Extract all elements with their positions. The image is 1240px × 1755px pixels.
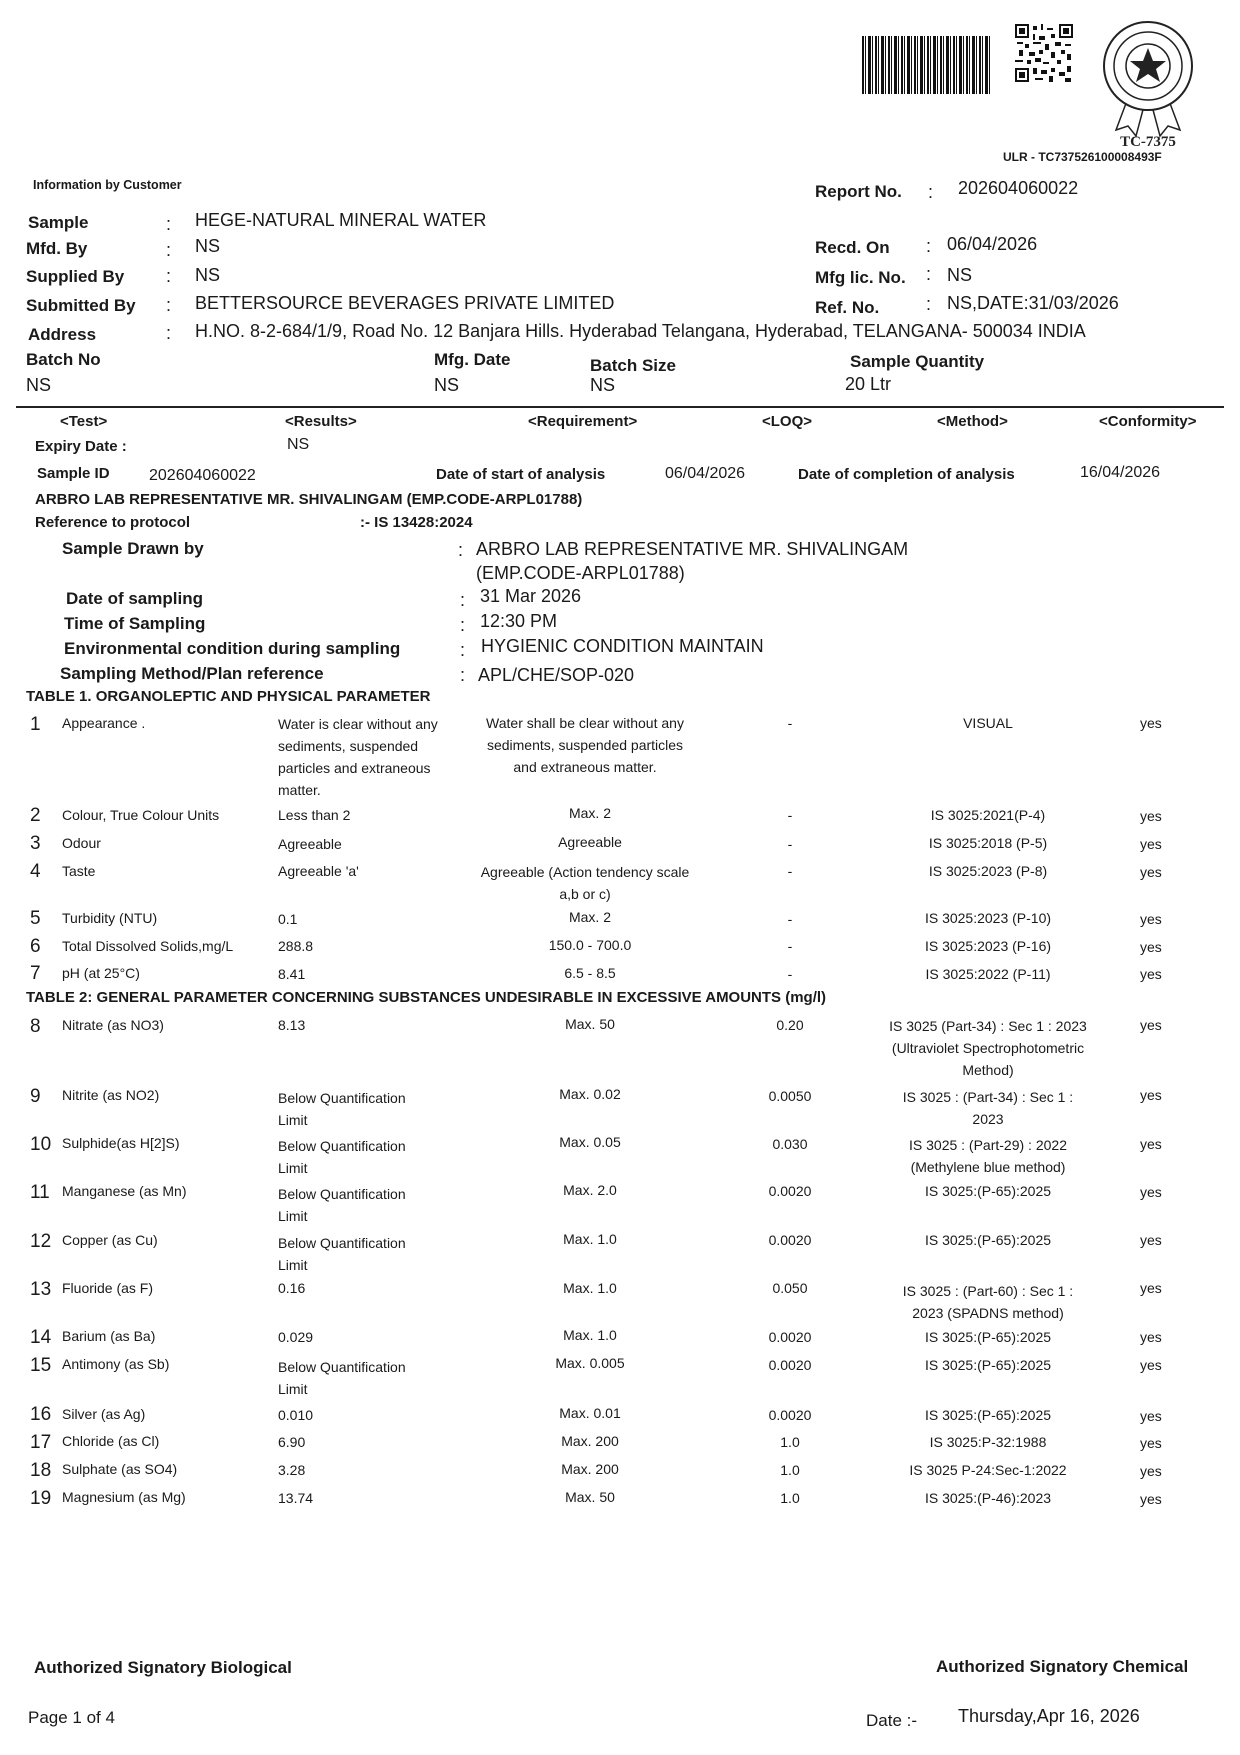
test-method: IS 3025:P-32:1988	[929, 1434, 1047, 1450]
test-result: Below Quantification Limit	[278, 1138, 406, 1176]
test-loq: 0.0050	[768, 1088, 812, 1104]
time-of-sampling-value: 12:30 PM	[480, 611, 558, 631]
test-name: Nitrate (as NO3)	[62, 1017, 164, 1033]
test-name: Nitrite (as NO2)	[62, 1087, 160, 1103]
test-requirement: Max. 1.0	[563, 1280, 617, 1296]
test-loq: 0.030	[772, 1136, 808, 1152]
analysis-start-label: Date of start of analysis	[436, 466, 606, 483]
test-result: Below Quantification Limit	[278, 1090, 406, 1128]
test-name: Barium (as Ba)	[62, 1328, 156, 1344]
column-header-requirement: <Requirement>	[528, 413, 638, 430]
date-of-sampling-label: Date of sampling	[66, 589, 203, 608]
recd-on-value: 06/04/2026	[947, 234, 1038, 254]
test-requirement: 150.0 - 700.0	[548, 937, 632, 953]
supplied-by-value: NS	[195, 265, 221, 285]
test-requirement: 6.5 - 8.5	[564, 965, 616, 981]
ref-no-label: Ref. No.	[815, 298, 880, 317]
colon: :	[926, 236, 932, 256]
row-number: 10	[30, 1134, 52, 1155]
test-name: Total Dissolved Solids,mg/L	[62, 938, 234, 954]
test-conformity: yes	[1140, 1087, 1162, 1103]
test-method: IS 3025:2023 (P-10)	[924, 910, 1052, 926]
column-header-loq: <LOQ>	[762, 413, 813, 430]
test-result: 0.1	[278, 911, 298, 927]
test-name: Fluoride (as F)	[62, 1280, 154, 1296]
test-result: Below Quantification Limit	[278, 1186, 406, 1224]
row-number: 2	[30, 805, 41, 826]
test-loq: 0.0020	[768, 1357, 812, 1373]
test-result: Below Quantification Limit	[278, 1359, 406, 1397]
test-loq: -	[787, 863, 793, 879]
colon: :	[460, 665, 466, 685]
row-number: 7	[30, 963, 41, 984]
test-requirement: Water shall be clear without any sediments, suspended particles and extraneous matter.	[486, 715, 684, 775]
header-divider	[16, 406, 1224, 408]
table2-title: TABLE 2: GENERAL PARAMETER CONCERNING SUBSTANCES UNDESIRABLE IN EXCESSIVE AMOUNTS (mg/l)	[26, 989, 827, 1006]
test-name: Taste	[62, 863, 96, 879]
test-name: Antimony (as Sb)	[62, 1356, 170, 1372]
test-conformity: yes	[1140, 1408, 1162, 1424]
test-name: Sulphide(as H[2]S)	[62, 1135, 180, 1151]
environmental-condition-value: HYGIENIC CONDITION MAINTAIN	[481, 636, 764, 656]
test-conformity: yes	[1140, 1463, 1162, 1479]
protocol-value: :- IS 13428:2024	[360, 514, 473, 531]
analysis-start-value: 06/04/2026	[665, 465, 746, 482]
expiry-date-value: NS	[287, 436, 310, 453]
test-loq: 0.0020	[768, 1407, 812, 1423]
test-conformity: yes	[1140, 911, 1162, 927]
test-result: Agreeable	[278, 836, 342, 852]
test-loq: -	[787, 836, 793, 852]
test-conformity: yes	[1140, 966, 1162, 982]
colon: :	[166, 266, 172, 286]
test-requirement: Max. 200	[561, 1433, 619, 1449]
test-method: IS 3025:(P-65):2025	[924, 1329, 1052, 1345]
mfg-lic-value: NS	[947, 265, 973, 285]
test-result: 8.13	[278, 1017, 306, 1033]
colon: :	[926, 294, 932, 314]
test-result: 0.010	[278, 1407, 314, 1423]
test-result: 3.28	[278, 1462, 306, 1478]
test-name: Sulphate (as SO4)	[62, 1461, 178, 1477]
mfg-date-value: NS	[434, 375, 460, 395]
supplied-by-label: Supplied By	[26, 267, 125, 286]
ulr-number: ULR - TC737526100008493F	[1003, 150, 1162, 164]
signatory-biological: Authorized Signatory Biological	[34, 1658, 292, 1677]
page-number: Page 1 of 4	[28, 1708, 115, 1727]
test-requirement: Max. 50	[565, 1489, 615, 1505]
row-number: 12	[30, 1231, 52, 1252]
test-requirement: Max. 0.005	[555, 1355, 625, 1371]
sample-drawn-by-label: Sample Drawn by	[62, 539, 204, 558]
colon: :	[928, 182, 934, 202]
test-loq: 0.050	[772, 1280, 808, 1296]
table1-title: TABLE 1. ORGANOLEPTIC AND PHYSICAL PARAMETER	[26, 688, 431, 705]
sample-id-value: 202604060022	[149, 467, 256, 484]
accreditation-seal-icon	[1098, 18, 1198, 150]
column-header-test: <Test>	[60, 413, 108, 430]
row-number: 3	[30, 833, 41, 854]
batch-size-value: NS	[590, 375, 616, 395]
test-conformity: yes	[1140, 808, 1162, 824]
row-number: 19	[30, 1488, 52, 1509]
column-header-results: <Results>	[285, 413, 357, 430]
test-method: IS 3025:2021(P-4)	[930, 807, 1046, 823]
report-no-label: Report No.	[815, 182, 902, 201]
test-result: 6.90	[278, 1434, 306, 1450]
test-requirement: Max. 2.0	[563, 1182, 617, 1198]
batch-no-label: Batch No	[26, 350, 101, 369]
test-conformity: yes	[1140, 1232, 1162, 1248]
test-name: Appearance .	[62, 715, 146, 731]
address-value: H.NO. 8-2-684/1/9, Road No. 12 Banjara Hills. Hyderabad Telangana, Hyderabad, TELANGANA- 500034 INDIA	[195, 321, 1086, 341]
test-loq: -	[787, 938, 793, 954]
qr-code-icon	[1015, 24, 1073, 82]
sample-label: Sample	[28, 213, 89, 232]
sample-value: HEGE-NATURAL MINERAL WATER	[195, 210, 487, 230]
row-number: 6	[30, 936, 41, 957]
test-requirement: Max. 0.05	[559, 1134, 621, 1150]
test-method: IS 3025:2023 (P-8)	[928, 863, 1048, 879]
colon: :	[166, 295, 172, 315]
expiry-date-label: Expiry Date :	[35, 438, 127, 455]
batch-size-label: Batch Size	[590, 356, 676, 375]
submitted-by-label: Submitted By	[26, 296, 136, 315]
test-requirement: Max. 50	[565, 1016, 615, 1032]
mfd-by-value: NS	[195, 236, 221, 256]
mfg-date-label: Mfg. Date	[434, 350, 511, 369]
analysis-completion-label: Date of completion of analysis	[798, 466, 1015, 483]
test-result: 13.74	[278, 1490, 314, 1506]
test-method: IS 3025:(P-65):2025	[924, 1183, 1052, 1199]
test-result: Less than 2	[278, 807, 351, 823]
date-of-sampling-value: 31 Mar 2026	[480, 586, 582, 606]
ref-no-value: NS,DATE:31/03/2026	[947, 293, 1119, 313]
colon: :	[460, 640, 466, 660]
test-requirement: Max. 1.0	[563, 1231, 617, 1247]
footer-date-value: Thursday,Apr 16, 2026	[958, 1706, 1140, 1726]
row-number: 15	[30, 1355, 52, 1376]
test-loq: 0.0020	[768, 1329, 812, 1345]
row-number: 16	[30, 1404, 52, 1425]
test-loq: -	[787, 807, 793, 823]
test-method: IS 3025:(P-65):2025	[924, 1232, 1052, 1248]
test-requirement: Max. 2	[568, 909, 611, 925]
test-method: IS 3025:(P-65):2025	[924, 1407, 1052, 1423]
test-conformity: yes	[1140, 864, 1162, 880]
test-requirement: Agreeable (Action tendency scale a,b or c)	[480, 864, 690, 902]
test-conformity: yes	[1140, 715, 1162, 731]
representative-line: ARBRO LAB REPRESENTATIVE MR. SHIVALINGAM (EMP.CODE-ARPL01788)	[35, 491, 583, 508]
colon: :	[460, 590, 466, 610]
test-method: IS 3025:(P-46):2023	[924, 1490, 1052, 1506]
address-label: Address	[28, 325, 97, 344]
test-result: 0.029	[278, 1329, 314, 1345]
row-number: 9	[30, 1086, 41, 1107]
protocol-label: Reference to protocol	[35, 514, 191, 531]
recd-on-label: Recd. On	[815, 238, 890, 257]
sample-drawn-by-value-line2: (EMP.CODE-ARPL01788)	[476, 563, 685, 583]
row-number: 4	[30, 861, 41, 882]
test-name: Manganese (as Mn)	[62, 1183, 187, 1199]
test-conformity: yes	[1140, 1017, 1162, 1033]
column-header-method: <Method>	[937, 413, 1008, 430]
test-name: Chloride (as Cl)	[62, 1433, 160, 1449]
report-no-value: 202604060022	[958, 178, 1079, 198]
test-method: IS 3025 P-24:Sec-1:2022	[909, 1462, 1067, 1478]
colon: :	[460, 615, 466, 635]
test-method: IS 3025 : (Part-60) : Sec 1 : 2023 (SPADNS method)	[902, 1283, 1074, 1321]
test-name: Copper (as Cu)	[62, 1232, 158, 1248]
test-conformity: yes	[1140, 939, 1162, 955]
test-loq: 1.0	[780, 1490, 800, 1506]
sample-quantity-label: Sample Quantity	[850, 352, 985, 371]
test-conformity: yes	[1140, 1184, 1162, 1200]
test-loq: -	[787, 715, 793, 731]
submitted-by-value: BETTERSOURCE BEVERAGES PRIVATE LIMITED	[195, 293, 615, 313]
test-name: Odour	[62, 835, 101, 851]
sampling-method-label: Sampling Method/Plan reference	[60, 664, 324, 683]
test-method: IS 3025 (Part-34) : Sec 1 : 2023 (Ultraviolet Spectrophotometric Method)	[889, 1018, 1087, 1078]
test-result: Water is clear without any sediments, suspended particles and extraneous matter.	[278, 716, 438, 798]
test-name: pH (at 25°C)	[62, 965, 140, 981]
environmental-condition-label: Environmental condition during sampling	[64, 639, 401, 658]
test-result: 8.41	[278, 966, 306, 982]
test-method: VISUAL	[963, 715, 1013, 731]
test-method: IS 3025:2023 (P-16)	[924, 938, 1052, 954]
test-method: IS 3025 : (Part-29) : 2022 (Methylene blue method)	[909, 1137, 1067, 1175]
accreditation-code: TC-7375	[1120, 134, 1176, 150]
mfd-by-label: Mfd. By	[26, 239, 88, 258]
test-conformity: yes	[1140, 1435, 1162, 1451]
test-result: 0.16	[278, 1280, 306, 1296]
signatory-chemical: Authorized Signatory Chemical	[936, 1657, 1189, 1676]
test-requirement: Max. 0.01	[559, 1405, 621, 1421]
test-conformity: yes	[1140, 1357, 1162, 1373]
test-conformity: yes	[1140, 1329, 1162, 1345]
test-conformity: yes	[1140, 1491, 1162, 1507]
section-title-customer-info: Information by Customer	[33, 178, 182, 192]
colon: :	[166, 240, 172, 260]
test-loq: 1.0	[780, 1434, 800, 1450]
row-number: 11	[30, 1182, 50, 1203]
colon: :	[166, 214, 172, 234]
sample-id-label: Sample ID	[37, 465, 110, 482]
row-number: 17	[30, 1432, 52, 1453]
test-requirement: Max. 200	[561, 1461, 619, 1477]
test-loq: -	[787, 966, 793, 982]
test-result: Agreeable 'a'	[278, 863, 359, 879]
test-method: IS 3025:2018 (P-5)	[928, 835, 1048, 851]
colon: :	[166, 323, 172, 343]
test-loq: 0.20	[776, 1017, 804, 1033]
colon: :	[458, 540, 464, 560]
row-number: 1	[30, 714, 41, 735]
row-number: 8	[30, 1016, 41, 1037]
test-name: Silver (as Ag)	[62, 1406, 146, 1422]
barcode-icon	[862, 36, 990, 94]
test-conformity: yes	[1140, 1280, 1162, 1296]
colon: :	[926, 264, 932, 284]
analysis-completion-value: 16/04/2026	[1080, 464, 1161, 481]
test-loq: 0.0020	[768, 1232, 812, 1248]
test-conformity: yes	[1140, 836, 1162, 852]
time-of-sampling-label: Time of Sampling	[64, 614, 206, 633]
test-loq: 1.0	[780, 1462, 800, 1478]
mfg-lic-label: Mfg lic. No.	[815, 268, 906, 287]
test-conformity: yes	[1140, 1136, 1162, 1152]
footer-date-label: Date :-	[866, 1711, 918, 1730]
sample-quantity-value: 20 Ltr	[845, 374, 892, 394]
test-method: IS 3025:2022 (P-11)	[925, 966, 1051, 982]
test-result: Below Quantification Limit	[278, 1235, 406, 1273]
test-loq: 0.0020	[768, 1183, 812, 1199]
sampling-method-value: APL/CHE/SOP-020	[478, 665, 635, 685]
test-method: IS 3025 : (Part-34) : Sec 1 : 2023	[902, 1089, 1074, 1127]
column-header-conformity: <Conformity>	[1099, 413, 1197, 430]
row-number: 5	[30, 908, 41, 929]
row-number: 14	[30, 1327, 52, 1348]
test-name: Colour, True Colour Units	[62, 807, 220, 823]
row-number: 13	[30, 1279, 52, 1300]
test-name: Turbidity (NTU)	[62, 910, 158, 926]
test-requirement: Max. 1.0	[563, 1327, 617, 1343]
test-loq: -	[787, 911, 793, 927]
row-number: 18	[30, 1460, 52, 1481]
batch-no-value: NS	[26, 375, 52, 395]
test-requirement: Agreeable	[558, 834, 622, 850]
test-requirement: Max. 2	[568, 805, 611, 821]
test-result: 288.8	[278, 938, 314, 954]
test-requirement: Max. 0.02	[559, 1086, 621, 1102]
test-method: IS 3025:(P-65):2025	[924, 1357, 1052, 1373]
sample-drawn-by-value: ARBRO LAB REPRESENTATIVE MR. SHIVALINGAM	[476, 539, 909, 559]
test-name: Magnesium (as Mg)	[62, 1489, 186, 1505]
